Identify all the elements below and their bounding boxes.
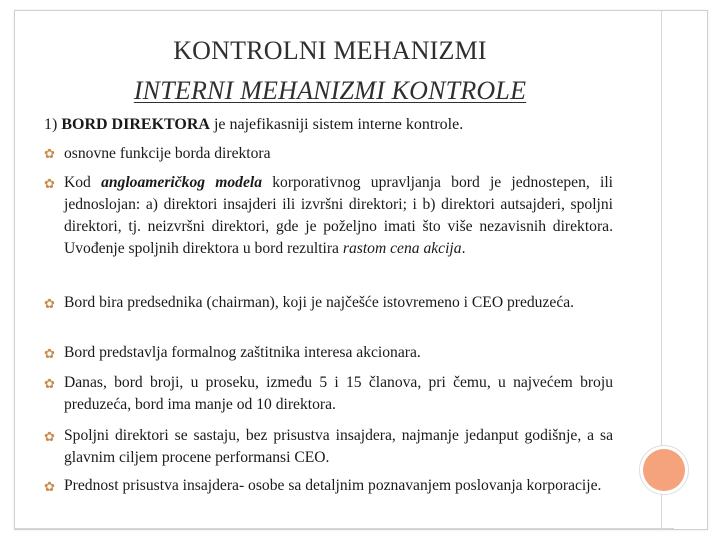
list-item [64, 172, 613, 260]
list-item: Spoljni direktori se sastaju, bez prisustva insajdera, najmanje jedanput godišnje, a sa glavnim ciljem procene performansi CEO. [64, 427, 613, 466]
lead-text: je najefikasniji sistem interne kontrole. [209, 116, 464, 133]
item-text: korporativnog upravljanja bord je jednostepen, ili jednoslojan: a) direktori insajderi ili izvršni direktori; i b) direktori autsajderi, spoljni direktori, tj. neizvršni direktori, gde je poželjno imati što više nezavisnih direktora. Uvođenje spoljnih direktora u bord rezultira [64, 174, 613, 257]
lead-paragraph [44, 116, 463, 134]
decorative-circle-icon [643, 449, 685, 491]
item-text: Kod [64, 174, 102, 191]
ornament-bullet-icon: ✿ [44, 176, 55, 191]
item-emphasis: angloameričkog modela [101, 174, 263, 191]
slide-title: KONTROLNI MEHANIZMI [173, 36, 487, 65]
list-item: Danas, bord broji, u proseku, između 5 i 15 članova, pri čemu, u najvećem broju preduzeća, bord ima manje od 10 direktora. [64, 374, 613, 413]
ornament-bullet-icon: ✿ [44, 376, 55, 391]
slide-bottom-rule [14, 528, 674, 529]
ornament-bullet-icon: ✿ [44, 296, 55, 311]
lead-bold-term: BORD DIREKTORA [61, 116, 210, 133]
item-text: . [461, 240, 466, 257]
list-item: Bord predstavlja formalnog zaštitnika interesa akcionara. [64, 344, 421, 361]
lead-number: 1) [44, 116, 58, 133]
ornament-bullet-icon: ✿ [44, 429, 55, 444]
ornament-bullet-icon: ✿ [44, 479, 55, 494]
ornament-bullet-icon: ✿ [44, 146, 55, 161]
list-item: Bord bira predsednika (chairman), koji je najčešće istovremeno i CEO preduzeća. [64, 294, 575, 311]
list-item: Prednost prisustva insajdera- osobe sa detaljnim poznavanjem poslovanja korporacije. [64, 477, 602, 494]
list-item: osnovne funkcije borda direktora [64, 145, 271, 162]
item-italic: rastom cena akcija [342, 240, 462, 257]
ornament-bullet-icon: ✿ [44, 346, 55, 361]
slide-subtitle: INTERNI MEHANIZMI KONTROLE [133, 76, 527, 105]
